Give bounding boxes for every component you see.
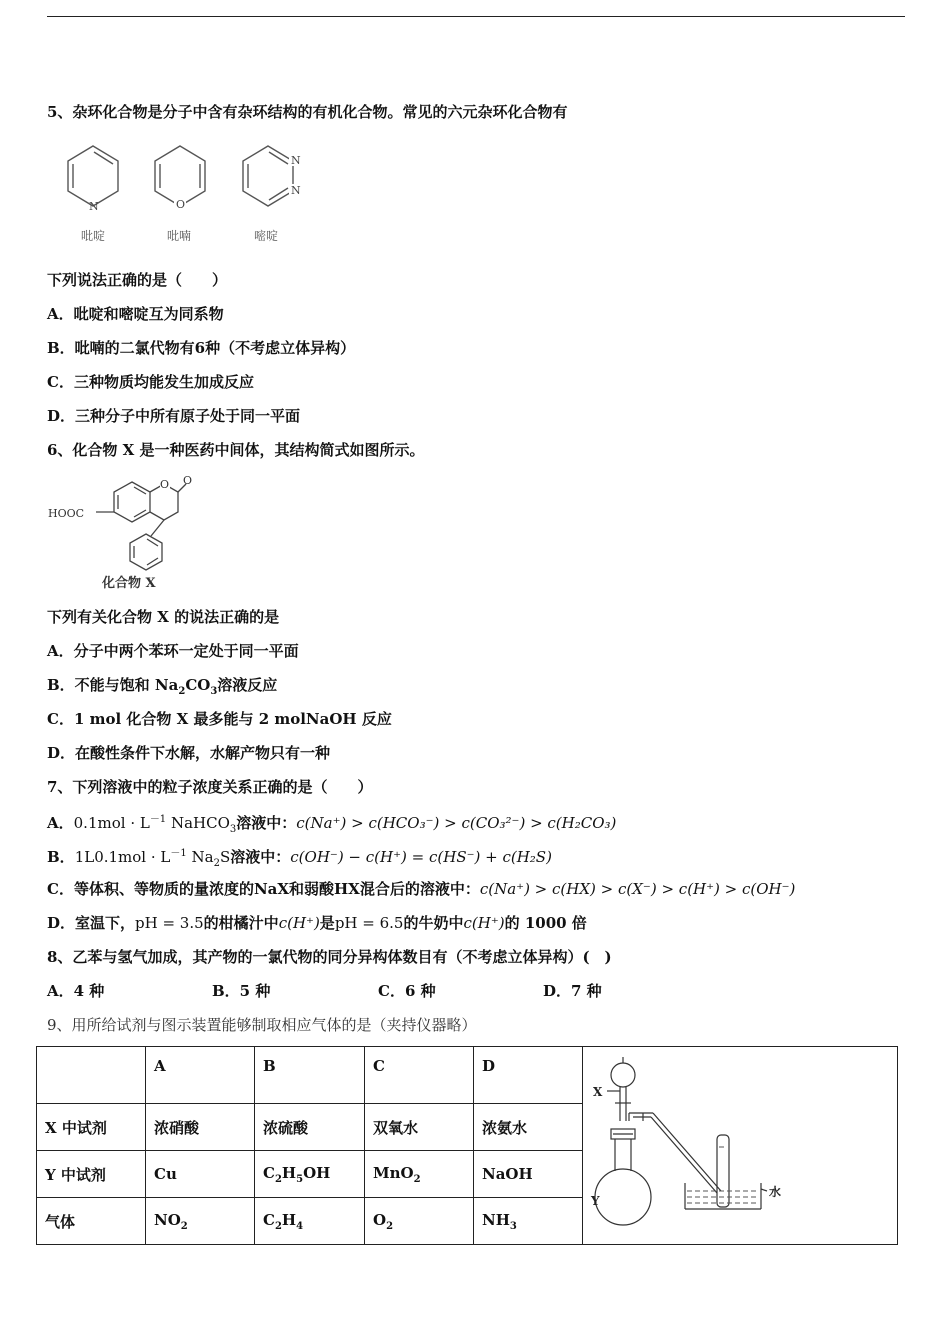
pyrimidine-label: 嘧啶 [254, 229, 279, 243]
cell-x-a: 浓硝酸 [146, 1104, 255, 1151]
q6-option-a[interactable]: A．分子中两个苯环一定处于同一平面 [47, 642, 299, 660]
row-label-y: Y 中试剂 [37, 1151, 146, 1198]
q6-option-b[interactable]: B．不能与饱和 $Na_2CO_3$溶液反应 [47, 676, 278, 697]
q8-option-b[interactable]: B．5 种 [212, 982, 271, 1000]
pyran-label: 吡喃 [167, 229, 192, 243]
pyrimidine-structure [243, 146, 293, 206]
q8-option-d[interactable]: D．7 种 [543, 982, 602, 1000]
carbonyl-o-atom: O [183, 474, 193, 487]
cell-y-d: NaOH [474, 1151, 583, 1198]
q5-option-a[interactable]: A．吡啶和嘧啶互为同系物 [47, 305, 224, 323]
pyridine-n-atom: N [89, 200, 99, 213]
row-label-x: X 中试剂 [37, 1104, 146, 1151]
row-label-gas: 气体 [37, 1198, 146, 1245]
q8-option-a[interactable]: A．4 种 [47, 982, 105, 1000]
header-cell-c: C [365, 1047, 474, 1104]
cell-gas-d: $NH_3$ [474, 1198, 583, 1245]
header-cell-a: A [146, 1047, 255, 1104]
q6-prompt: 下列有关化合物 X 的说法正确的是 [47, 608, 280, 626]
cell-x-d: 浓氨水 [474, 1104, 583, 1151]
water-label: 水 [769, 1184, 782, 1199]
cell-gas-c: $O_2$ [365, 1198, 474, 1245]
hooc-group: HOOC [48, 507, 85, 520]
cell-y-a: Cu [146, 1151, 255, 1198]
header-cell-b: B [255, 1047, 365, 1104]
q7-option-c[interactable]: C．等体积、等物质的量浓度的NaX和弱酸HX混合后的溶液中：c(Na⁺) > c(HX) > c(X⁻) > c(H⁺) > c(OH⁻) [47, 880, 796, 898]
q5-prompt: 下列说法正确的是（ ） [47, 271, 228, 289]
header-rule [47, 16, 905, 17]
pyran-o-atom: O [176, 198, 186, 211]
header-cell-empty [37, 1047, 146, 1104]
q7-option-a[interactable]: A．$0.1mol \cdot L^{-1}$ NaHCO$_3$溶液中：c(Na⁺) > c(HCO₃⁻) > c(CO₃²⁻) > c(H₂CO₃) [47, 814, 617, 835]
cell-gas-a: $NO_2$ [146, 1198, 255, 1245]
q5-option-b[interactable]: B．吡喃的二氯代物有6种（不考虑立体异构） [47, 339, 356, 357]
q8-stem: 8、乙苯与氢气加成，其产物的一氯代物的同分异构体数目有（不考虑立体异构）( ) [47, 948, 612, 966]
q7-option-d[interactable]: D．室温下，pH = 3.5的柑橘汁中c(H⁺)是pH = 6.5的牛奶中c(H⁺)的 1000 倍 [47, 914, 587, 932]
cell-y-b: $C_2H_5OH$ [255, 1151, 365, 1198]
q9-reagent-table [36, 1046, 898, 1245]
cell-x-b: 浓硫酸 [255, 1104, 365, 1151]
pyran-structure [155, 146, 205, 206]
funnel-x-label: X [593, 1084, 603, 1099]
q8-option-c[interactable]: C．6 种 [378, 982, 436, 1000]
q6-option-d[interactable]: D．在酸性条件下水解，水解产物只有一种 [47, 744, 331, 762]
q5-structures [50, 138, 320, 250]
compound-x-caption: 化合物 X [102, 576, 156, 591]
pyrimidine-n-atom-bottom: N [291, 184, 301, 197]
table-row [37, 1047, 898, 1104]
q6-structure-compound-x [46, 470, 196, 598]
pyridine-structure [68, 146, 118, 206]
cell-x-c: 双氧水 [365, 1104, 474, 1151]
cell-y-c: MnO$_2$ [365, 1151, 474, 1198]
pyridine-label: 吡啶 [81, 229, 106, 243]
cell-gas-b: $C_2H_4$ [255, 1198, 365, 1245]
q7-stem: 7、下列溶液中的粒子浓度关系正确的是（ ） [47, 778, 373, 796]
flask-y-label: Y [591, 1193, 600, 1208]
q7-option-b[interactable]: B．$1L0.1mol \cdot L^{-1}$ $Na_2S$溶液中：c(OH⁻) − c(H⁺) = c(HS⁻) + c(H₂S) [47, 848, 552, 869]
gas-apparatus-diagram [583, 1051, 897, 1237]
apparatus-cell [583, 1047, 898, 1245]
pyrimidine-n-atom-top: N [291, 154, 301, 167]
q6-option-c[interactable]: C．1 mol 化合物 X 最多能与 2 molNaOH 反应 [47, 710, 392, 728]
header-cell-d: D [474, 1047, 583, 1104]
ring-o-atom: O [160, 478, 170, 491]
q9-stem: 9、用所给试剂与图示装置能够制取相应气体的是（夹持仪器略） [47, 1016, 477, 1034]
q6-stem: 6、化合物 X 是一种医药中间体，其结构简式如图所示。 [47, 441, 425, 459]
q5-option-d[interactable]: D．三种分子中所有原子处于同一平面 [47, 407, 301, 425]
q5-option-c[interactable]: C．三种物质均能发生加成反应 [47, 373, 254, 391]
q5-stem: 5、杂环化合物是分子中含有杂环结构的有机化合物。常见的六元杂环化合物有 [47, 103, 568, 121]
